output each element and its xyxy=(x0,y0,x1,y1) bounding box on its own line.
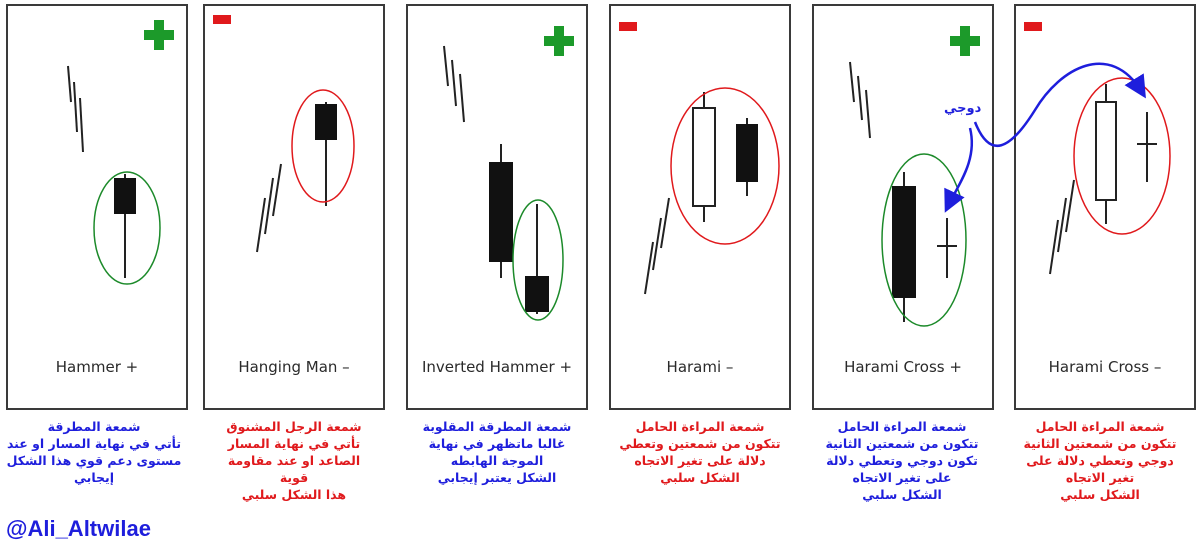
description-line: تتكون من شمعتين وتعطي xyxy=(619,436,781,451)
description-line: شمعة الرجل المشنوق xyxy=(226,419,362,434)
doji-label: دوجي xyxy=(944,101,982,116)
description-line: غالبا ماتظهر في نهاية xyxy=(428,436,566,451)
description-harami-cross-negative xyxy=(1000,418,1200,503)
pattern-label: Harami Cross + xyxy=(844,358,962,376)
description-hanging-man xyxy=(194,418,394,503)
description-line: الشكل سلبي xyxy=(1060,487,1140,502)
negative-minus-icon xyxy=(619,22,637,31)
author-handle: @Ali_Altwilae xyxy=(6,516,151,541)
positive-plus-icon xyxy=(544,26,574,56)
description-line: تتكون من شمعتين الثانية xyxy=(825,436,979,451)
positive-plus-icon xyxy=(950,26,980,56)
description-line: قوية xyxy=(279,470,309,485)
negative-minus-icon xyxy=(213,15,231,24)
pattern-panel-harami-cross-negative xyxy=(1014,4,1196,410)
description-line: شمعة المطرقة المقلوبة xyxy=(422,419,572,434)
description-line: شمعة المراءة الحامل xyxy=(837,419,967,434)
description-line: تأتي في نهاية المسار xyxy=(227,436,361,451)
description-line: الموجة الهابطه xyxy=(450,453,544,468)
pattern-label: Hanging Man – xyxy=(238,358,350,376)
pattern-label: Hammer + xyxy=(55,358,139,376)
negative-minus-icon xyxy=(1024,22,1042,31)
pattern-label: Inverted Hammer + xyxy=(421,358,573,376)
pattern-label: Harami Cross – xyxy=(1048,358,1162,376)
description-line: مستوى دعم قوي هذا الشكل xyxy=(6,453,182,468)
description-hammer xyxy=(0,418,194,486)
pattern-label: Harami – xyxy=(666,358,734,376)
description-line: تأتي في نهاية المسار او عند xyxy=(6,436,182,451)
hammer-illustration xyxy=(8,6,188,410)
hanging-man-illustration xyxy=(205,6,385,410)
description-line: الشكل سلبي xyxy=(660,470,740,485)
description-line: الصاعد او عند مقاومة xyxy=(227,453,361,468)
description-line: إيجابي xyxy=(73,470,115,485)
description-line: الشكل يعتبر إيجابي xyxy=(437,470,557,485)
description-line: تغير الاتجاه xyxy=(1065,470,1135,485)
pattern-panel-inverted-hammer xyxy=(406,4,588,410)
pattern-panel-hammer xyxy=(6,4,188,410)
description-harami-cross-positive xyxy=(802,418,1002,503)
harami-cross-negative-illustration xyxy=(1016,6,1196,410)
inverted-hammer-illustration xyxy=(408,6,588,410)
description-line: شمعة المراءة الحامل xyxy=(635,419,765,434)
positive-plus-icon xyxy=(144,20,174,50)
harami-cross-positive-illustration xyxy=(814,6,994,410)
description-line: تكون دوجي وتعطي دلالة xyxy=(826,453,978,468)
description-line: دلالة على تغير الاتجاه xyxy=(634,453,766,468)
description-line: شمعة المراءة الحامل xyxy=(1035,419,1165,434)
harami-illustration xyxy=(611,6,791,410)
description-line: الشكل سلبي xyxy=(862,487,942,502)
pattern-panel-harami-cross-positive xyxy=(812,4,994,410)
description-line: شمعة المطرقة xyxy=(47,419,141,434)
description-line: هذا الشكل سلبي xyxy=(241,487,347,502)
description-line: تتكون من شمعتين الثانية xyxy=(1023,436,1177,451)
description-harami xyxy=(600,418,800,486)
description-inverted-hammer xyxy=(397,418,597,486)
description-line: دوجي وتعطي دلالة على xyxy=(1026,453,1174,468)
pattern-panel-hanging-man xyxy=(203,4,385,410)
description-line: على تغير الاتجاه xyxy=(852,470,952,485)
pattern-panel-harami xyxy=(609,4,791,410)
